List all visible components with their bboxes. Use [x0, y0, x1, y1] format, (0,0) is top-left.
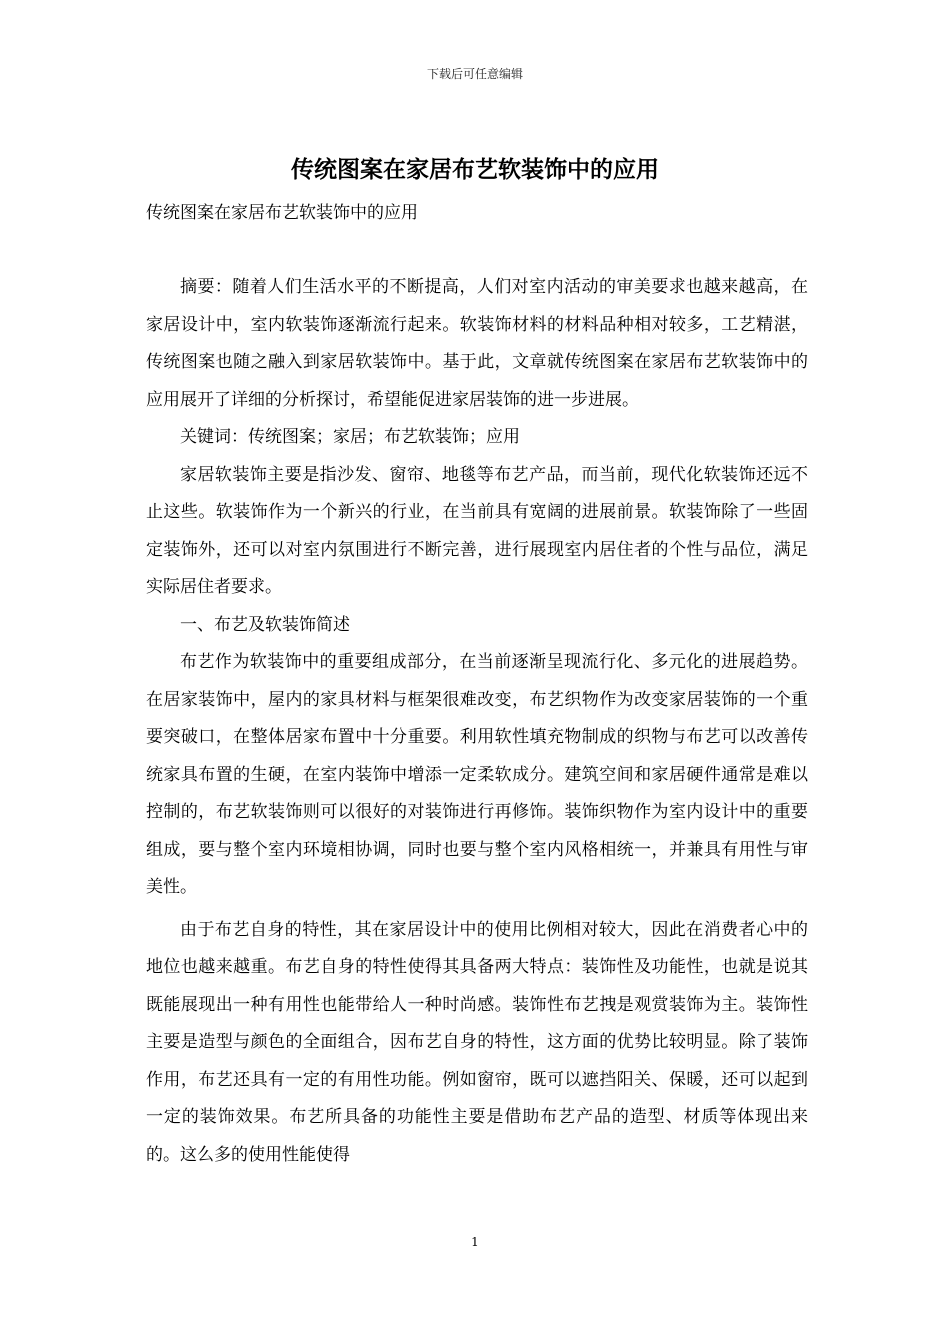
abstract-paragraph: 摘要：随着人们生活水平的不断提高，人们对室内活动的审美要求也越来越高，在家居设计中，室内软装饰逐渐流行起来。软装饰材料的材料品种相对较多，工艺精湛，传统图案也随之融入到家居软装饰中。基于此，文章就传统图案在家居布艺软装饰中的应用展开了详细的分析探讨，希望能促进家居装饰的进一步进展。 [146, 277, 808, 410]
document-title: 传统图案在家居布艺软装饰中的应用 [291, 156, 659, 183]
body-paragraph: 由于布艺自身的特性，其在家居设计中的使用比例相对较大，因此在消费者心中的地位也越来越重。布艺自身的特性使得其具备两大特点：装饰性及功能性，也就是说其既能展现出一种有用性也能带给人一种时尚感。装饰性布艺拽是观赏装饰为主。装饰性主要是造型与颜色的全面组合，因布艺自身的特性，这方面的优势比较明显。除了装饰作用，布艺还具有一定的有用性功能。例如窗帘，既可以遮挡阳关、保暖，还可以起到一定的装饰效果。布艺所具备的功能性主要是借助布艺产品的造型、材质等体现出来的。这么多的使用性能使得 [146, 919, 808, 1165]
page-number: 1 [471, 1235, 479, 1249]
document-body [146, 194, 808, 1174]
section-heading: 一、布艺及软装饰简述 [180, 614, 350, 635]
intro-paragraph: 家居软装饰主要是指沙发、窗帘、地毯等布艺产品，而当前，现代化软装饰还远不止这些。软装饰作为一个新兴的行业，在当前具有宽阔的进展前景。软装饰除了一些固定装饰外，还可以对室内氛围进行不断完善，进行展现室内居住者的个性与品位，满足实际居住者要求。 [146, 464, 808, 597]
document-subtitle: 传统图案在家居布艺软装饰中的应用 [146, 203, 418, 223]
body-paragraph: 布艺作为软装饰中的重要组成部分，在当前逐渐呈现流行化、多元化的进展趋势。在居家装饰中，屋内的家具材料与框架很难改变，布艺织物作为改变家居装饰的一个重要突破口，在整体居家布置中十分重要。利用软性填充物制成的织物与布艺可以改善传统家具布置的生硬，在室内装饰中增添一定柔软成分。建筑空间和家居硬件通常是难以控制的，布艺软装饰则可以很好的对装饰进行再修饰。装饰织物作为室内设计中的重要组成，要与整个室内环境相协调，同时也要与整个室内风格相统一，并兼具有用性与审美性。 [146, 652, 808, 897]
header-note: 下载后可任意编辑 [426, 67, 523, 81]
keywords-paragraph: 关键词：传统图案；家居；布艺软装饰；应用 [180, 427, 520, 447]
